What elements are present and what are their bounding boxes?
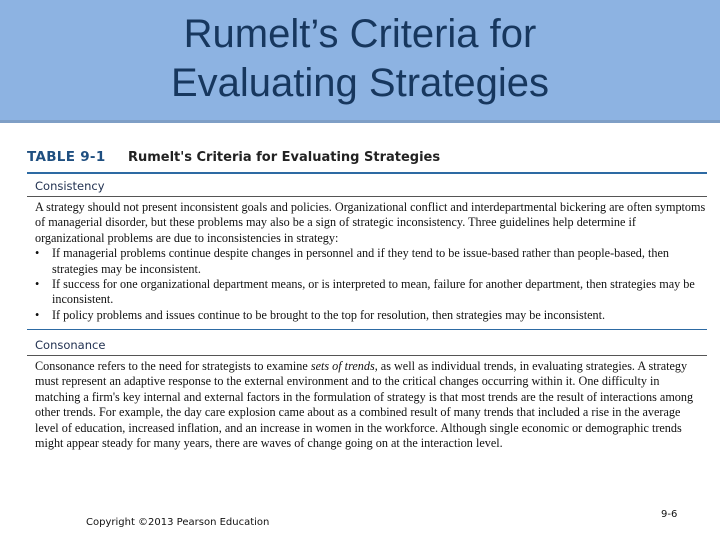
list-item: [35, 277, 707, 308]
consonance-text: [27, 359, 707, 451]
consonance-section: [27, 337, 707, 451]
section-divider-rule: [27, 329, 707, 330]
slide-title: [0, 10, 720, 108]
bullet-icon: •: [35, 246, 40, 261]
title-bar: [0, 0, 720, 123]
slide-title-line-2: Evaluating Strategies: [170, 61, 549, 105]
consonance-text-end: , as well as individual trends, in evaluating strategies. A strategy must represent an adaptive response to the external environment and to the critical changes occurring within it. One difficulty in matching a firm's key internal and external factors in the formulation of strategy is that most trends are the result of interactions among other trends. For example, the day care explosion came about as a combined result of many trends that included a rise in the average level of education, increased inflation, and an increase in women in the workforce. Although single economic or demographic trends might appear steady for many years, there are waves of change going on at the interaction level.: [35, 359, 694, 451]
slide-title-line-1: Rumelt’s Criteria for: [183, 12, 537, 56]
consistency-intro: A strategy should not present inconsistent goals and policies. Organizational conflict and interdepartmental bickering are often symptoms of managerial disorder, but these problems may also be a sign of strategic inconsistency. Three guidelines help determine if organizational problems are due to inconsistencies in strategy:: [35, 200, 706, 245]
copyright-notice: Copyright ©2013 Pearson Education: [86, 517, 270, 528]
list-item: [35, 308, 707, 323]
bullet-icon: •: [35, 277, 40, 292]
consistency-heading: Consistency: [35, 179, 105, 193]
table-header: [27, 148, 440, 168]
bullet-icon: •: [35, 307, 40, 322]
consonance-heading: Consonance: [35, 338, 106, 352]
table-top-rule: [27, 172, 707, 174]
consistency-bullet-list: [27, 246, 707, 323]
consonance-text-italic: sets of trends: [310, 359, 375, 373]
list-item: [35, 246, 707, 277]
consonance-heading-rule: [27, 355, 707, 356]
consistency-heading-rule: [27, 196, 707, 197]
list-item-text: If managerial problems continue despite changes in personnel and if they tend to be issue-based rather than people-based, then strategies may be inconsistent.: [52, 246, 669, 276]
list-item-text: If success for one organizational department means, or is interpreted to mean, failure for another department, then strategies may be inconsistent.: [52, 277, 695, 307]
slide-number: 9-6: [661, 509, 678, 520]
list-item-text: If policy problems and issues continue to be brought to the top for resolution, then strategies may be inconsistent.: [52, 307, 606, 322]
consonance-text-start: Consonance refers to the need for strategists to examine: [35, 359, 311, 373]
table-number: TABLE 9-1: [27, 149, 106, 165]
table-title: Rumelt's Criteria for Evaluating Strategies: [127, 150, 441, 165]
consistency-section: [27, 178, 707, 330]
